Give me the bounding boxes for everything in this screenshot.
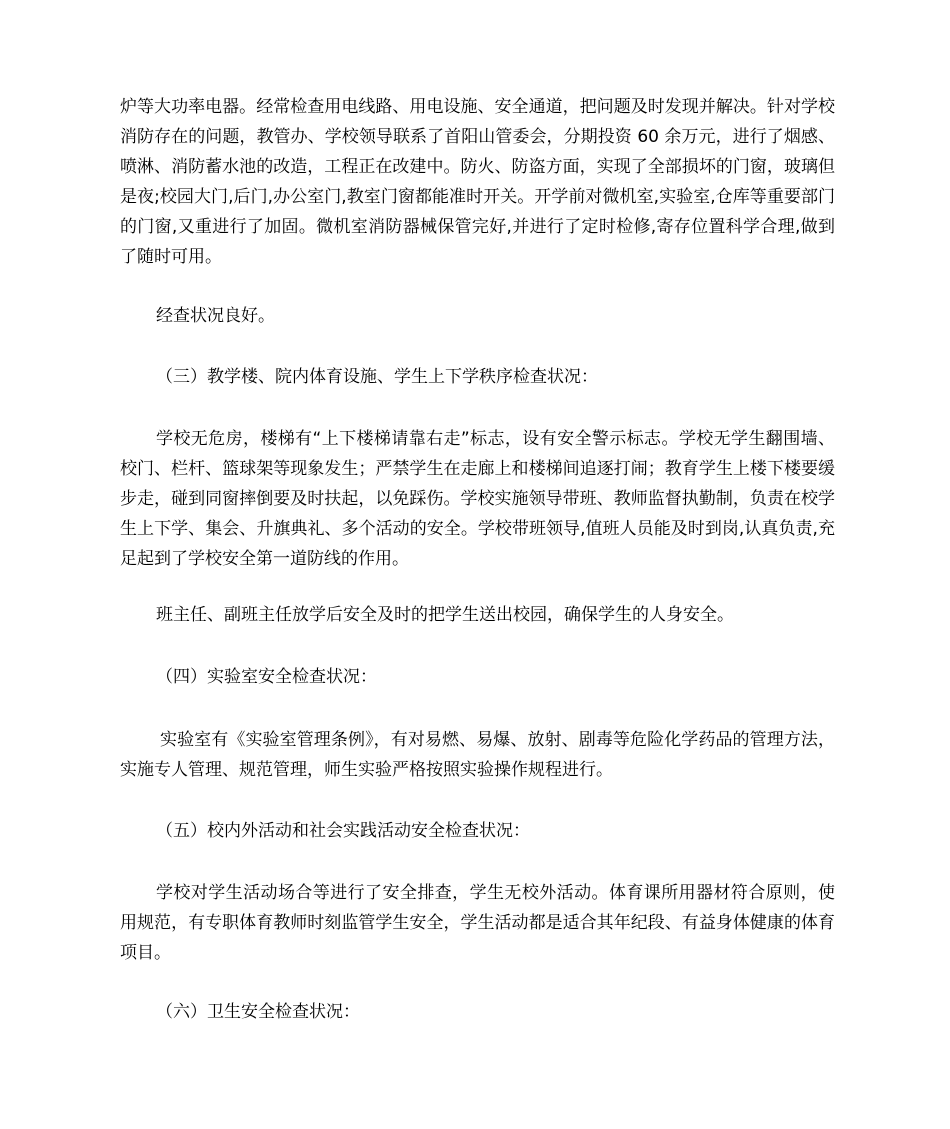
section-heading-laboratory: （四）实验室安全检查状况： [156, 667, 377, 687]
paragraph-fire-safety: 炉等大功率电器。经常检查用电线路、用电设施、安全通道，把问题及时发现并解决。针对学校消防存在的问题，教管办、学校领导联系了首阳山管委会，分期投资 60 余万元，进行了烟感、喷淋、消防蓄水池的改造，工程正在改建中。防火、防盗方面，实现了全部损坏的门窗，玻璃但是夜;校园大门,后门,办公室门,教室门窗都能准时开关。开学前对微机室,实验室,仓库等重要部门的门窗,又重进行了加固。微机室消防器械保管完好,并进行了定时检修,寄存位置科学合理,做到了随时可用。 [120, 97, 835, 267]
section-heading-activities: （五）校内外活动和社会实践活动安全检查状况： [156, 821, 530, 841]
paragraph-check-result: 经查状况良好。 [156, 306, 275, 326]
section-heading-teaching-building: （三）教学楼、院内体育设施、学生上下学秩序检查状况： [156, 367, 598, 387]
paragraph-building-safety: 学校无危房，楼梯有“上下楼梯请靠右走”标志，设有安全警示标志。学校无学生翻围墙、校门、栏杆、篮球架等现象发生；严禁学生在走廊上和楼梯间追逐打闹；教育学生上楼下楼要缓步走，碰到同窗摔倒要及时扶起，以免踩伤。学校实施领导带班、教师监督执勤制，负责在校学生上下学、集会、升旗典礼、多个活动的安全。学校带班领导,值班人员能及时到岗,认真负责,充足起到了学校安全第一道防线的作用。 [120, 429, 835, 569]
section-heading-hygiene: （六）卫生安全检查状况： [156, 1002, 360, 1022]
paragraph-laboratory: 实验室有《实验室管理条例》，有对易燃、易爆、放射、剧毒等危险化学药品的管理方法，实施专人管理、规范管理，师生实验严格按照实验操作规程进行。 [120, 730, 835, 780]
paragraph-class-teacher: 班主任、副班主任放学后安全及时的把学生送出校园，确保学生的人身安全。 [156, 605, 734, 625]
paragraph-activities: 学校对学生活动场合等进行了安全排查，学生无校外活动。体育课所用器材符合原则，使用规范，有专职体育教师时刻监管学生安全，学生活动都是适合其年纪段、有益身体健康的体育项目。 [120, 883, 835, 963]
